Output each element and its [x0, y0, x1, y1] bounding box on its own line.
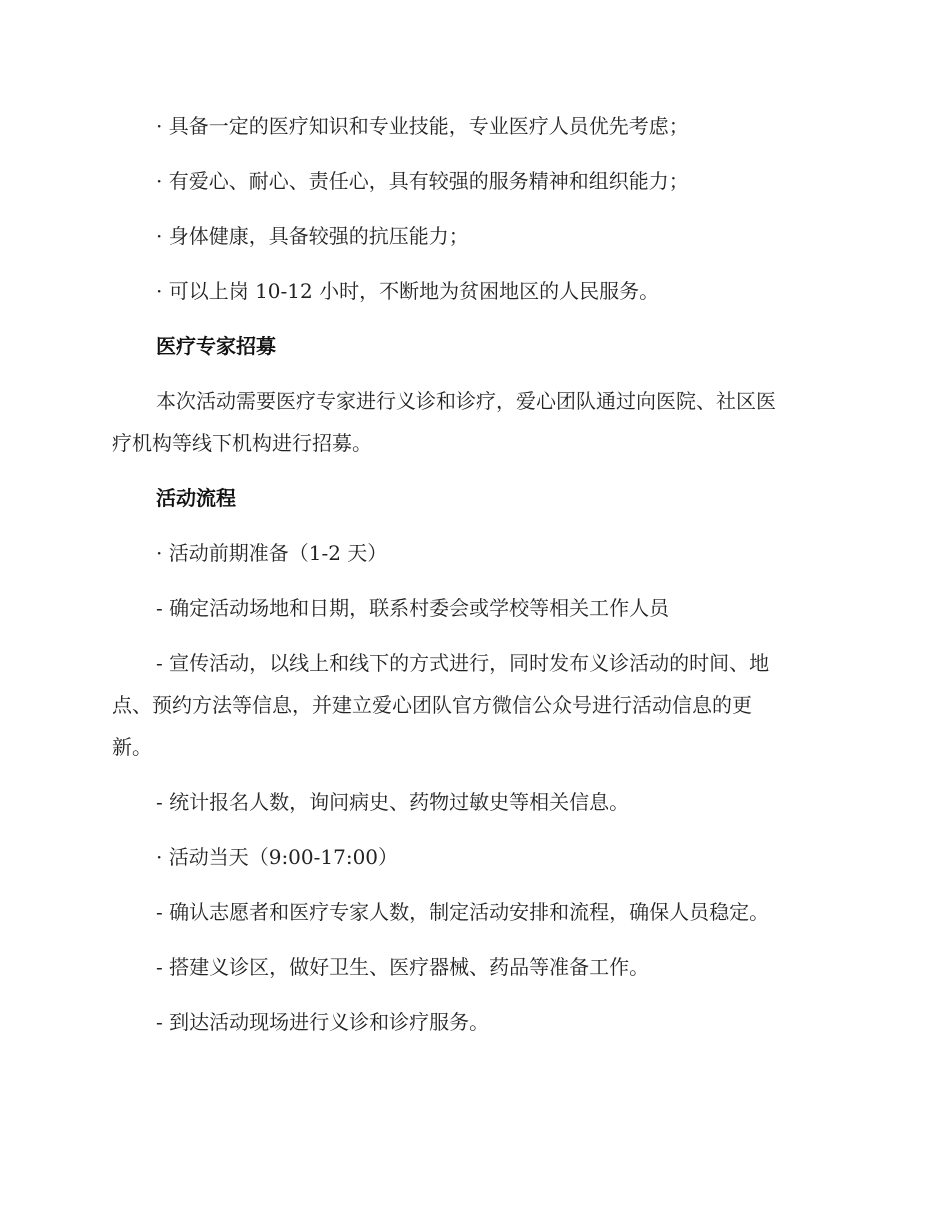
event-day-title: · 活动当天（9:00-17:00）	[156, 845, 399, 869]
event-day-item-staffing: - 确认志愿者和医疗专家人数，制定活动安排和流程，确保人员稳定。	[156, 900, 770, 924]
requirement-item-hours: · 可以上岗 10-12 小时，不断地为贫困地区的人民服务。	[156, 279, 660, 303]
event-day-item-setup: - 搭建义诊区，做好卫生、医疗器械、药品等准备工作。	[156, 955, 650, 979]
expert-section-heading: 医疗专家招募	[156, 334, 276, 358]
requirement-item-attitude: · 有爱心、耐心、责任心，具有较强的服务精神和组织能力；	[156, 169, 689, 193]
expert-section-body-line-2: 疗机构等线下机构进行招募。	[112, 431, 372, 455]
requirement-item-health: · 身体健康，具备较强的抗压能力；	[156, 224, 469, 248]
event-day-item-service: - 到达活动现场进行义诊和诊疗服务。	[156, 1010, 490, 1034]
expert-section-body-line-1: 本次活动需要医疗专家进行义诊和诊疗，爱心团队通过向医院、社区医	[156, 389, 776, 413]
prep-item-registration: - 统计报名人数，询问病史、药物过敏史等相关信息。	[156, 790, 630, 814]
prep-item-publicity-line-2: 点、预约方法等信息，并建立爱心团队官方微信公众号进行活动信息的更	[112, 693, 752, 717]
prep-item-venue: - 确定活动场地和日期，联系村委会或学校等相关工作人员	[156, 596, 670, 620]
prep-item-publicity-line-1: - 宣传活动，以线上和线下的方式进行，同时发布义诊活动的时间、地	[156, 651, 770, 675]
prep-item-publicity-line-3: 新。	[112, 735, 152, 759]
process-section-heading: 活动流程	[156, 486, 236, 510]
prep-phase-title: · 活动前期准备（1-2 天）	[156, 541, 388, 565]
requirement-item-knowledge: · 具备一定的医疗知识和专业技能，专业医疗人员优先考虑；	[156, 114, 689, 138]
